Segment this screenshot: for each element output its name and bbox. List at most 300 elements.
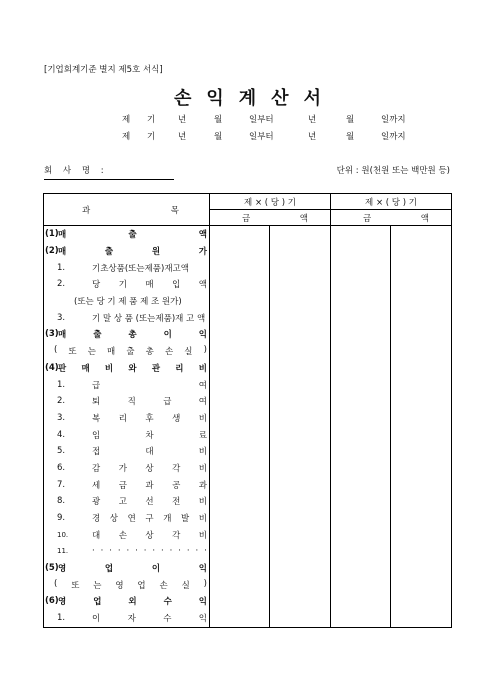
item-label-char: 대 xyxy=(92,530,101,541)
amount-cell[interactable] xyxy=(391,510,452,527)
item-label-char: 익 xyxy=(198,330,207,341)
period-month-2: 월 xyxy=(346,132,355,142)
table-row xyxy=(44,276,452,293)
item-label-char: 대 xyxy=(145,447,154,458)
amount-cell[interactable] xyxy=(210,243,270,260)
amount-cell[interactable] xyxy=(210,526,270,543)
item-label-char: 총 xyxy=(128,330,137,341)
item-label-char: 상 xyxy=(109,514,119,525)
table-row xyxy=(44,410,452,427)
period-je: 제 xyxy=(122,132,131,142)
amount-cell[interactable] xyxy=(270,510,331,527)
table-row xyxy=(44,576,452,593)
amount-cell[interactable] xyxy=(391,343,452,360)
item-label-char: 판 xyxy=(58,363,67,374)
item-number: 3. xyxy=(57,312,66,323)
item-number: 5. xyxy=(57,446,66,457)
amount-cell[interactable] xyxy=(331,343,391,360)
amount-cell[interactable] xyxy=(391,360,452,377)
item-label-char: 실 xyxy=(184,347,193,358)
account-item xyxy=(44,243,210,260)
item-label-char: 외 xyxy=(128,597,137,608)
item-number: 1. xyxy=(57,379,66,390)
item-label xyxy=(58,595,207,607)
item-label-char: 출 xyxy=(126,347,135,358)
item-number: 2. xyxy=(57,279,66,290)
account-item xyxy=(44,576,210,593)
item-label-char: 이 xyxy=(151,564,161,575)
amount-header-char: 금 xyxy=(363,213,372,224)
item-number: (2) xyxy=(45,246,59,257)
previous-period-header: 제 × ( 당 ) 기 xyxy=(331,194,452,210)
amount-header xyxy=(331,210,452,226)
item-header xyxy=(44,194,210,226)
item-label-char: 접 xyxy=(92,447,101,458)
item-label-char: 업 xyxy=(93,597,102,608)
table-row xyxy=(44,259,452,276)
table-row xyxy=(44,226,452,243)
amount-cell[interactable] xyxy=(210,460,270,477)
table-row xyxy=(44,610,452,627)
item-label-char: · xyxy=(135,546,138,557)
amount-cell[interactable] xyxy=(391,426,452,443)
item-label-char: 실 xyxy=(181,580,190,591)
amount-cell[interactable] xyxy=(331,593,391,610)
item-number: 1. xyxy=(57,613,66,624)
account-item xyxy=(44,493,210,510)
amount-cell[interactable] xyxy=(391,576,452,593)
amount-cell[interactable] xyxy=(270,560,331,577)
item-label-char: 매 xyxy=(145,280,154,291)
item-number: 2. xyxy=(57,396,66,407)
amount-cell[interactable] xyxy=(331,543,391,560)
account-item xyxy=(44,560,210,577)
amount-cell[interactable] xyxy=(391,276,452,293)
item-label-char: 고 xyxy=(118,497,127,508)
amount-cell[interactable] xyxy=(331,410,391,427)
table-row xyxy=(44,293,452,310)
item-label xyxy=(54,579,207,591)
amount-cell[interactable] xyxy=(331,476,391,493)
item-label-char: 개 xyxy=(163,514,172,525)
amount-cell[interactable] xyxy=(391,243,452,260)
item-label-char: 상 xyxy=(145,530,154,541)
account-item xyxy=(44,476,210,493)
item-label xyxy=(74,295,207,307)
amount-cell[interactable] xyxy=(391,393,452,410)
item-label-char: 손 xyxy=(159,580,168,591)
item-label-char: 손 xyxy=(164,347,174,358)
item-label-char: · xyxy=(178,546,181,557)
item-label-char: 임 xyxy=(92,430,101,441)
amount-cell[interactable] xyxy=(391,293,452,310)
item-label-char: 익 xyxy=(198,614,207,625)
amount-cell[interactable] xyxy=(391,610,452,627)
amount-cell[interactable] xyxy=(331,510,391,527)
amount-cell[interactable] xyxy=(270,309,331,326)
item-label xyxy=(92,379,207,391)
item-label xyxy=(92,479,207,491)
item-label-char: 광 xyxy=(92,497,101,508)
amount-cell[interactable] xyxy=(210,443,270,460)
item-label-char: 차 xyxy=(145,430,154,441)
table-row xyxy=(44,343,452,360)
table-row xyxy=(44,493,452,510)
account-item xyxy=(44,360,210,377)
item-label-char: 감 xyxy=(92,463,101,474)
amount-cell[interactable] xyxy=(210,259,270,276)
item-label-char: 후 xyxy=(145,413,154,424)
amount-cell[interactable] xyxy=(391,326,452,343)
amount-cell[interactable] xyxy=(210,226,270,243)
amount-cell[interactable] xyxy=(331,309,391,326)
item-label-char: 리 xyxy=(175,363,184,374)
item-label xyxy=(92,445,207,457)
item-label-char: 과 xyxy=(198,480,207,491)
amount-cell[interactable] xyxy=(210,510,270,527)
item-label-char: 관 xyxy=(151,363,161,374)
amount-cell[interactable] xyxy=(270,543,331,560)
table-row xyxy=(44,543,452,560)
amount-cell[interactable] xyxy=(270,293,331,310)
item-number: 4. xyxy=(57,429,66,440)
unit-label: 단위 : 원(천원 또는 백만원 등) xyxy=(336,166,450,176)
amount-cell[interactable] xyxy=(331,493,391,510)
item-label-char: 발 xyxy=(180,514,190,525)
amount-cell[interactable] xyxy=(270,243,331,260)
table-row xyxy=(44,326,452,343)
amount-cell[interactable] xyxy=(391,476,452,493)
amount-cell[interactable] xyxy=(270,593,331,610)
amount-header-char: 금 xyxy=(242,213,251,224)
period-month: 월 xyxy=(214,115,223,125)
item-number: (6) xyxy=(45,596,59,607)
period-gi: 기 xyxy=(147,132,156,142)
item-label-char: ) xyxy=(203,345,207,356)
item-label-char: · xyxy=(109,546,112,557)
item-label-char: 기초상품(또는제품)재고액 xyxy=(92,263,189,274)
amount-cell[interactable] xyxy=(210,326,270,343)
amount-cell[interactable] xyxy=(270,276,331,293)
amount-cell[interactable] xyxy=(210,576,270,593)
account-item xyxy=(44,593,210,610)
amount-cell[interactable] xyxy=(270,376,331,393)
item-label-char: · xyxy=(152,546,156,557)
amount-cell[interactable] xyxy=(331,226,391,243)
item-label-char: · xyxy=(161,546,164,557)
amount-cell[interactable] xyxy=(210,293,270,310)
item-label-char: 입 xyxy=(172,280,181,291)
amount-cell[interactable] xyxy=(391,410,452,427)
item-number: 11. xyxy=(57,547,69,556)
item-label-char: · xyxy=(100,546,104,557)
item-label-char: 비 xyxy=(198,447,207,458)
item-label-char: · xyxy=(204,546,207,557)
amount-cell[interactable] xyxy=(210,426,270,443)
amount-cell[interactable] xyxy=(331,376,391,393)
table-row xyxy=(44,393,452,410)
amount-cell[interactable] xyxy=(270,460,331,477)
item-label xyxy=(58,228,207,240)
item-label xyxy=(92,312,207,324)
form-number: [기업회계기준 별지 제5호 서식] xyxy=(44,65,163,75)
item-label-char: · xyxy=(126,546,130,557)
table-row xyxy=(44,560,452,577)
period-from: 일부터 xyxy=(249,115,274,125)
item-label-char: 업 xyxy=(104,564,114,575)
item-label-char: 세 xyxy=(92,480,101,491)
amount-cell[interactable] xyxy=(391,460,452,477)
item-number: 6. xyxy=(57,462,66,473)
item-label-char: 수 xyxy=(163,614,172,625)
item-label xyxy=(92,278,207,290)
period-from: 일부터 xyxy=(249,132,274,142)
amount-cell[interactable] xyxy=(391,259,452,276)
amount-cell[interactable] xyxy=(331,393,391,410)
amount-header-char: 액 xyxy=(299,213,308,224)
item-label-char: 각 xyxy=(172,530,181,541)
amount-cell[interactable] xyxy=(270,610,331,627)
item-label-char: 비 xyxy=(104,363,114,374)
item-label-char: 액 xyxy=(198,280,207,291)
amount-cell[interactable] xyxy=(391,309,452,326)
account-item xyxy=(44,343,210,360)
item-label-char: 과 xyxy=(145,480,154,491)
amount-cell[interactable] xyxy=(270,226,331,243)
item-label-char: 기 말 상 품 (또는제품)재 고 액 xyxy=(92,313,206,324)
item-label-char: 자 xyxy=(127,614,136,625)
item-label-char: 수 xyxy=(163,597,172,608)
amount-header-char: 액 xyxy=(420,213,429,224)
item-label-char: 선 xyxy=(145,497,154,508)
amount-cell[interactable] xyxy=(210,309,270,326)
item-label-char: (또는 당 기 제 품 제 조 원가) xyxy=(74,297,182,308)
item-label-char: · xyxy=(186,546,190,557)
item-label-char: 생 xyxy=(172,413,181,424)
item-label xyxy=(58,562,207,574)
amount-cell[interactable] xyxy=(210,543,270,560)
period-year-2: 년 xyxy=(308,132,317,142)
account-item xyxy=(44,393,210,410)
item-number: (3) xyxy=(45,329,59,340)
item-label-char: ( xyxy=(54,345,58,356)
item-label-char: 가 xyxy=(118,463,127,474)
amount-cell[interactable] xyxy=(270,343,331,360)
item-label-char: 영 xyxy=(58,564,67,575)
item-number: (1) xyxy=(45,229,59,240)
item-number: (5) xyxy=(45,563,59,574)
item-label-char: 료 xyxy=(198,430,207,441)
item-label-char: 는 xyxy=(87,347,96,358)
item-label xyxy=(92,412,207,424)
amount-cell[interactable] xyxy=(331,576,391,593)
amount-cell[interactable] xyxy=(210,393,270,410)
amount-cell[interactable] xyxy=(331,610,391,627)
amount-cell[interactable] xyxy=(331,243,391,260)
item-label-char: 공 xyxy=(172,480,181,491)
account-item xyxy=(44,460,210,477)
item-label-char: 출 xyxy=(93,330,102,341)
table-row xyxy=(44,376,452,393)
item-label-char: 여 xyxy=(198,380,207,391)
item-label-char: 또 xyxy=(71,580,80,591)
amount-cell[interactable] xyxy=(210,360,270,377)
item-label-char: 업 xyxy=(137,580,146,591)
amount-cell[interactable] xyxy=(391,593,452,610)
amount-cell[interactable] xyxy=(391,526,452,543)
amount-cell[interactable] xyxy=(331,460,391,477)
table-row xyxy=(44,476,452,493)
item-label-char: · xyxy=(117,546,121,557)
item-label-char: 전 xyxy=(172,497,181,508)
item-label-char: 비 xyxy=(198,514,207,525)
item-label-char: 급 xyxy=(163,397,172,408)
amount-cell[interactable] xyxy=(331,443,391,460)
period-year: 년 xyxy=(178,132,187,142)
amount-cell[interactable] xyxy=(391,376,452,393)
item-label-char: 영 xyxy=(115,580,124,591)
period-month: 월 xyxy=(214,132,223,142)
item-label-char: 퇴 xyxy=(92,397,101,408)
amount-cell[interactable] xyxy=(270,259,331,276)
account-item xyxy=(44,526,210,543)
amount-cell[interactable] xyxy=(270,443,331,460)
amount-cell[interactable] xyxy=(331,259,391,276)
account-item xyxy=(44,443,210,460)
table-row xyxy=(44,243,452,260)
item-label-char: 원 xyxy=(151,247,161,258)
item-label xyxy=(92,395,207,407)
amount-header xyxy=(210,210,331,226)
item-label-char: 가 xyxy=(198,247,207,258)
item-label-char: 당 xyxy=(92,280,101,291)
amount-cell[interactable] xyxy=(210,493,270,510)
period-je: 제 xyxy=(122,115,131,125)
item-label-char: 비 xyxy=(198,463,207,474)
item-label xyxy=(92,495,207,507)
amount-cell[interactable] xyxy=(331,526,391,543)
item-label-char: · xyxy=(143,546,147,557)
item-label-char: · xyxy=(92,546,95,557)
item-label-char: 익 xyxy=(198,597,207,608)
item-label-char: 리 xyxy=(118,413,127,424)
period-year: 년 xyxy=(178,115,187,125)
amount-cell[interactable] xyxy=(270,360,331,377)
item-label-char: · xyxy=(195,546,199,557)
amount-cell[interactable] xyxy=(391,443,452,460)
amount-cell[interactable] xyxy=(210,343,270,360)
period-until: 일까지 xyxy=(381,115,406,125)
amount-cell[interactable] xyxy=(210,560,270,577)
item-label-char: 여 xyxy=(198,397,207,408)
account-item xyxy=(44,226,210,243)
item-label-char: 상 xyxy=(145,463,154,474)
amount-cell[interactable] xyxy=(210,476,270,493)
item-label-char: 금 xyxy=(118,480,127,491)
amount-cell[interactable] xyxy=(270,493,331,510)
account-item xyxy=(44,276,210,293)
amount-cell[interactable] xyxy=(210,276,270,293)
amount-cell[interactable] xyxy=(391,560,452,577)
amount-cell[interactable] xyxy=(270,326,331,343)
item-label-char: 구 xyxy=(145,514,154,525)
item-label-char: 출 xyxy=(128,230,137,241)
amount-cell[interactable] xyxy=(270,476,331,493)
amount-cell[interactable] xyxy=(391,543,452,560)
item-label xyxy=(92,462,207,474)
account-item xyxy=(44,410,210,427)
amount-cell[interactable] xyxy=(270,526,331,543)
amount-cell[interactable] xyxy=(331,276,391,293)
amount-cell[interactable] xyxy=(331,326,391,343)
item-label-char: 급 xyxy=(92,380,101,391)
item-label-char: 또 xyxy=(68,347,77,358)
item-label-char: 비 xyxy=(198,497,207,508)
item-number: 1. xyxy=(57,262,66,273)
amount-cell[interactable] xyxy=(331,293,391,310)
page-title: 손익계산서 xyxy=(174,88,336,109)
item-label-char: 매 xyxy=(58,230,67,241)
table-row xyxy=(44,460,452,477)
amount-cell[interactable] xyxy=(210,610,270,627)
current-period-header: 제 × ( 당 ) 기 xyxy=(210,194,331,210)
item-label-char: 직 xyxy=(127,397,136,408)
item-label-char: 경 xyxy=(92,514,101,525)
table-row xyxy=(44,360,452,377)
item-label-char: 액 xyxy=(198,230,207,241)
table-row xyxy=(44,309,452,326)
item-label-char: 매 xyxy=(107,347,116,358)
amount-cell[interactable] xyxy=(210,593,270,610)
amount-cell[interactable] xyxy=(270,410,331,427)
table-row xyxy=(44,526,452,543)
item-label-char: 와 xyxy=(128,363,137,374)
amount-cell[interactable] xyxy=(391,226,452,243)
account-item xyxy=(44,426,210,443)
amount-cell[interactable] xyxy=(331,560,391,577)
amount-cell[interactable] xyxy=(331,360,391,377)
account-item xyxy=(44,326,210,343)
amount-cell[interactable] xyxy=(210,376,270,393)
income-statement-table xyxy=(43,193,452,628)
period-until: 일까지 xyxy=(381,132,406,142)
account-item xyxy=(44,309,210,326)
amount-cell[interactable] xyxy=(210,410,270,427)
item-label xyxy=(92,546,207,556)
amount-cell[interactable] xyxy=(270,426,331,443)
amount-cell[interactable] xyxy=(331,426,391,443)
item-number: 9. xyxy=(57,513,66,524)
account-item xyxy=(44,376,210,393)
account-item xyxy=(44,293,210,310)
company-name-field[interactable]: 회 사 명 : xyxy=(44,164,174,180)
item-label xyxy=(92,512,207,524)
item-label xyxy=(92,612,207,624)
item-label xyxy=(92,529,207,541)
item-label-char: 이 xyxy=(92,614,101,625)
account-item xyxy=(44,259,210,276)
item-label-char: 이 xyxy=(163,330,172,341)
item-number: (4) xyxy=(45,362,59,373)
period-gi: 기 xyxy=(147,115,156,125)
amount-cell[interactable] xyxy=(391,493,452,510)
amount-cell[interactable] xyxy=(270,576,331,593)
item-label xyxy=(54,345,207,357)
amount-cell[interactable] xyxy=(270,393,331,410)
item-number: 7. xyxy=(57,479,66,490)
item-number: 10. xyxy=(57,530,69,539)
item-label-char: 총 xyxy=(145,347,154,358)
